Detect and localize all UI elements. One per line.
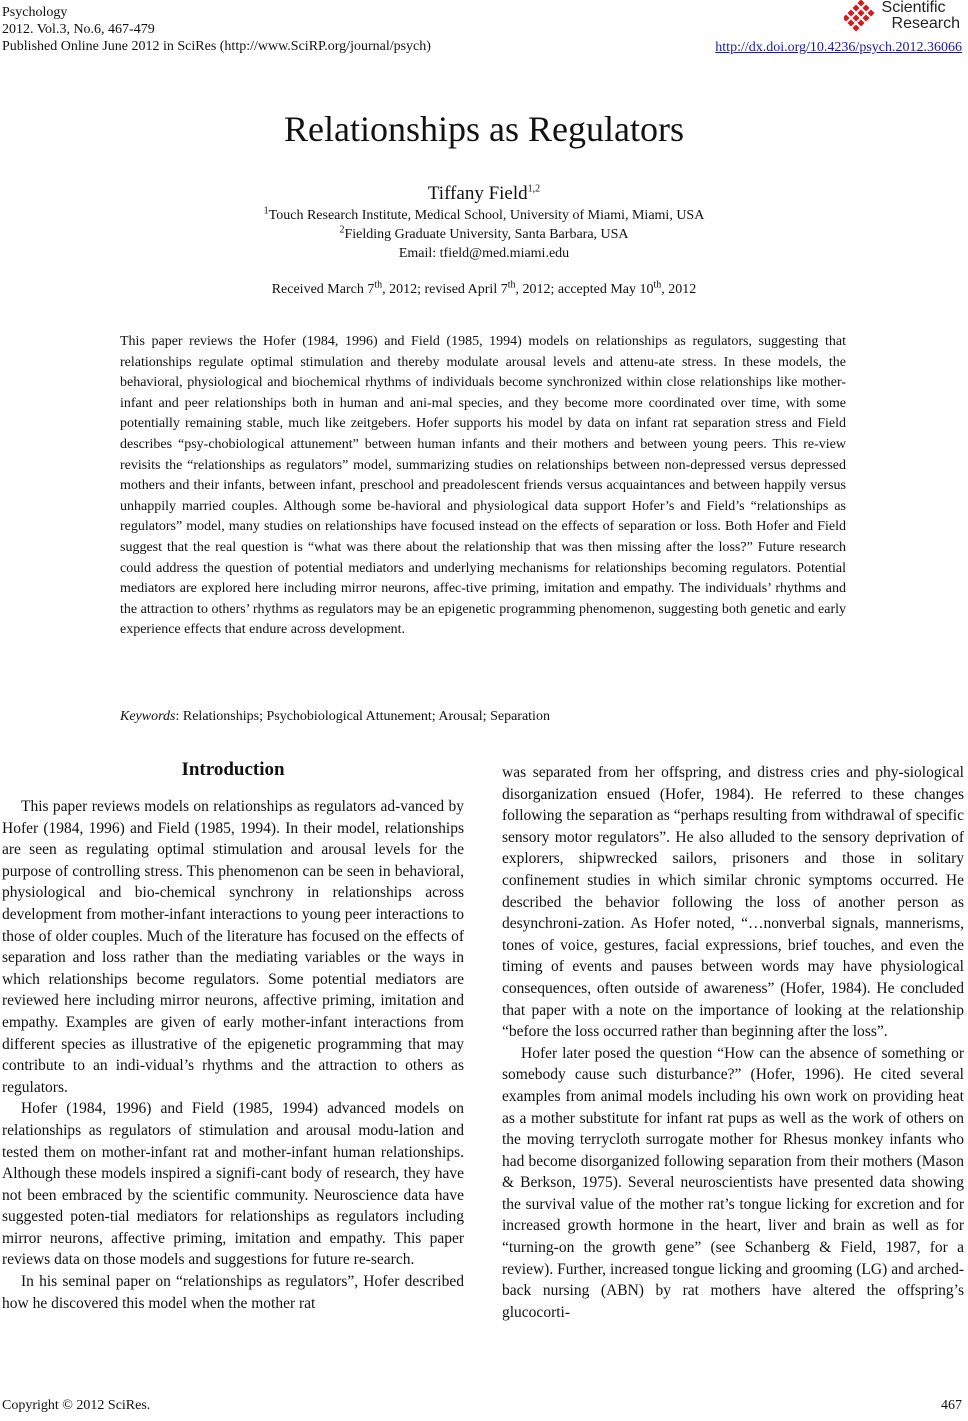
publisher-logo (844, 0, 960, 32)
author-email: Email: tfield@med.miami.edu (398, 246, 570, 261)
author-superscript: 1,2 (527, 183, 541, 195)
logo-dot (857, 9, 864, 16)
abstract: This paper reviews the Hofer (1984, 1996) and Field (1985, 1994) models on relationships as regulators, suggesting that relationships regulate optimal stimulation and thereby modulate arousal levels and attenu-ate stress. In these models, the behavioral, physiological and biochemical rhythms of individuals become synchronized within close relationships like mother-infant and peer relationships both in human and ani-mal species, and they become more coordinated over time, with some potentially remaining stable, much like zeitgebers. Hofer supports his model by data on infant rat separation stress and Field describes “psy-chobiological attunement” between human infants and their mothers and between young peers. This re-view revisits the “relationships as regulators” model, summarizing studies on relationships between non-depressed versus depressed mothers and their infants, between infant, preschool and preadolescent friends versus acquaintances and between happily versus unhappily married couples. Although some be-havioral and physiological data support Hofer’s and Field’s “relationships as regulators” model, many studies on relationships have focused instead on the effects of separation or loss. Both Hofer and Field suggest that the real question is “what was there about the relationship that was then missing after the loss?” Future research could address the question of potential mediators and underlying mechanisms for relationships becoming regulators. Potential mediators are explored here including mirror neurons, affec-tive priming, imitation and empathy. The individuals’ rhythms and the attraction to others’ rhythms as regulators may be an epigenetic programming phenomenon, suggesting both genetic and early experience effects that endure across development. (120, 334, 846, 638)
affiliation-2-sup: 2 (339, 224, 345, 236)
copyright: Copyright © 2012 SciRes. (2, 1398, 151, 1413)
logo-dot (862, 4, 869, 11)
publication-info: Published Online June 2012 in SciRes (http://www.SciRP.org/journal/psych) (2, 39, 431, 54)
logo-dot (852, 4, 859, 11)
logo-dot (857, 19, 864, 26)
journal-volume: 2012. Vol.3, No.6, 467-479 (2, 22, 155, 37)
keywords (120, 709, 550, 725)
affiliation-1 (0, 205, 968, 224)
section-heading: Introduction (181, 759, 285, 780)
logo-line-1: Scientific (881, 0, 946, 16)
logo-line-2: Research (891, 15, 960, 32)
running-header (2, 4, 431, 55)
scientific-research-logo-icon (844, 0, 878, 32)
page-number: 467 (941, 1398, 962, 1413)
author-name: Tiffany Field (427, 183, 528, 204)
logo-dot (867, 9, 874, 16)
author-line (0, 183, 968, 205)
keywords-text: : Relationships; Psychobiological Attunement; Arousal; Separation (175, 709, 550, 724)
logo-dot (852, 14, 859, 21)
journal-name: Psychology (2, 5, 68, 20)
affiliation-1-sup: 1 (263, 205, 269, 217)
paragraph: was separated from her offspring, and distress cries and phy-siological disorganization ensued (Hofer, 1984). He referred to these changes following the separation as “perhaps resulting from withdrawal of specific sensory motor regulators”. He also alluded to the sensory deprivation of explorers, shipwrecked sailors, prisoners and those in solitary confinement studies in which similar chronic symptoms occurred. He described the behavior following the loss of another person as desynchroni-zation. As Hofer noted, “…nonverbal signals, mannerisms, tones of voice, gestures, facial expressions, brief touches, and even the timing of events and pauses between words may have physiological consequences, often outside of awareness” (Hofer, 1984). He concluded that paper with a note on the importance of looking at the relationship “before the loss occurred rather than beginning after the loss”. (502, 764, 964, 1041)
affiliation-2-text: Fielding Graduate University, Santa Barbara, USA (344, 227, 629, 242)
paragraph: Hofer (1984, 1996) and Field (1985, 1994) advanced models on relationships as regulators of stimulation and arousal modu-lation and tested them on mother-infant rat and mother-infant human relationships. Although these models inspired a signifi-cant body of research, they have not been embraced by the scientific community. Neuroscience data have suggested poten-tial mediators for relationships as regulators including mirror neurons, affective priming, imitation and empathy. This paper reviews data on those models and suggestions for future re-search. (2, 1100, 464, 1269)
paragraph: This paper reviews models on relationships as regulators ad-vanced by Hofer (1984, 1996) and Field (1985, 1994). In their model, relationships are seen as regulating optimal stimulation and arousal levels for the purpose of controlling stress. This phenomenon can be seen in behavioral, physiological and bio-chemical synchrony in relationships across development from mother-infant interactions to young peer interactions to those of older couples. Much of the literature has focused on the effects of separation and loss rather than the mediating variables or the ways in which relationships become regulators. Some potential mediators are reviewed here including mirror neurons, affective priming, imitation and empathy. Examples are given of early mother-infant interactions from different species as illustrative of the epigenetic programming that may contribute to an indi-vidual’s rhythms and the attraction to others as regulators. (2, 798, 464, 1096)
doi-link[interactable]: http://dx.doi.org/10.4236/psych.2012.36066 (715, 40, 962, 55)
article-dates: Received March 7th, 2012; revised April 7th, 2012; accepted May 10th, 2012 (271, 279, 697, 297)
keywords-label: Keywords (120, 709, 176, 724)
left-column (2, 796, 464, 1314)
logo-dot (852, 24, 859, 31)
logo-dot (844, 14, 850, 21)
logo-dot (857, 0, 864, 7)
logo-dot (862, 14, 869, 21)
affiliation-1-text: Touch Research Institute, Medical School, University of Miami, Miami, USA (268, 208, 705, 223)
paper-title: Relationships as Regulators (284, 109, 684, 149)
paragraph: Hofer later posed the question “How can the absence of something or somebody cause such disturbance?” (Hofer, 1996). He cited several examples from animal models including his own work on providing heat as a mother substitute for infant rat pups as well as the work of others on the moving terrycloth surrogate mother for Rhesus monkey infants who had become disorganized following separation from their mothers (Mason & Berkson, 1975). Several neuroscientists have presented data showing the survival value of the mother rat’s tongue licking for excretion and for increased growth hormone in the heart, liver and brain as well as for “turning-on the growth gene” (see Schanberg & Field, 1987, for a review). Further, increased tongue licking and grooming (LG) and arched-back nursing (ABN) by rat mothers have altered the offspring’s glucocorti- (502, 1044, 964, 1321)
right-column (502, 762, 964, 1323)
paragraph: In his seminal paper on “relationships as regulators”, Hofer described how he discovered this model when the mother rat (2, 1273, 464, 1312)
affiliation-2 (0, 224, 968, 243)
logo-dot (847, 9, 854, 16)
logo-dot (847, 19, 854, 26)
